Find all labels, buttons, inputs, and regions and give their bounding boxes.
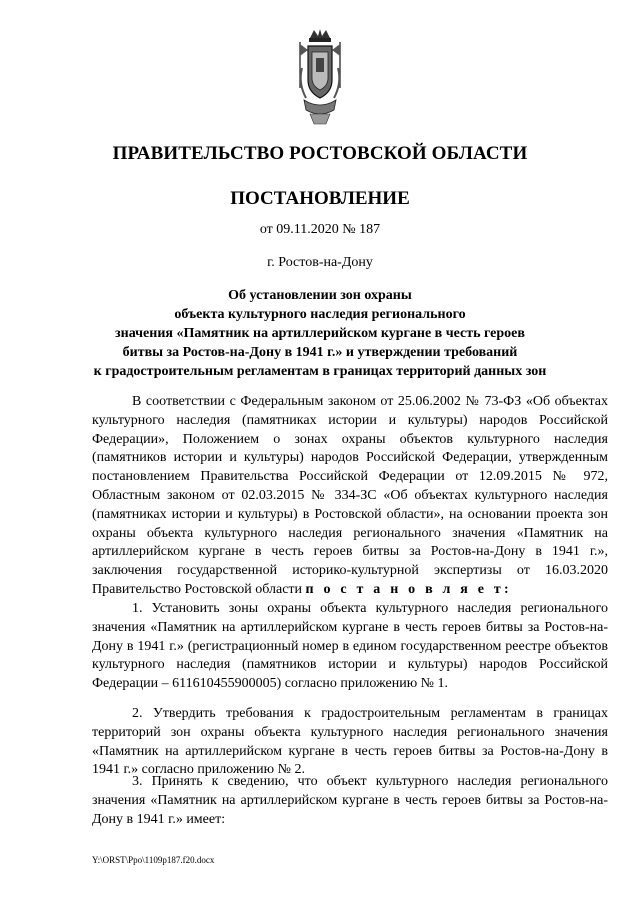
document-city: г. Ростов-на-Дону xyxy=(267,255,373,270)
clause-2: 2. Утвердить требования к градостроительным регламентам в границах территорий зон охраны объекта культурного наследия регионального значения «Памятник на артиллерийском кургане в честь героев битвы за Ростов-на-Дону в 1941 г.» согласно приложению № 2. xyxy=(92,706,608,778)
title-line: значения «Памятник на артиллерийском кургане в честь героев xyxy=(115,326,525,341)
organization-name: ПРАВИТЕЛЬСТВО РОСТОВСКОЙ ОБЛАСТИ xyxy=(112,143,528,164)
coat-of-arms-icon xyxy=(296,28,344,128)
title-line: объекта культурного наследия регионального xyxy=(174,307,466,322)
title-line: к градостроительным регламентам в границах территорий данных зон xyxy=(93,364,547,379)
file-path-footer: Y:\ORST\Ppo\1109p187.f20.docx xyxy=(92,855,215,865)
document-title xyxy=(0,286,640,381)
title-line: Об установлении зон охраны xyxy=(228,288,412,303)
resolves-word: п о с т а н о в л я е т: xyxy=(305,581,512,597)
title-line: битвы за Ростов-на-Дону в 1941 г.» и утверждении требований xyxy=(122,345,518,360)
clause-3: 3. Принять к сведению, что объект культурного наследия регионального значения «Памятник на артиллерийском кургане в честь героев битвы за Ростов-на-Дону в 1941 г.» имеет: xyxy=(92,774,608,827)
document-type: ПОСТАНОВЛЕНИЕ xyxy=(230,188,410,209)
clause-1: 1. Установить зоны охраны объекта культурного наследия регионального значения «Памятник на артиллерийском кургане в честь героев битвы за Ростов-на-Дону в 1941 г.» (регистрационный номер в едином государственном реестре объектов культурного наследия (памятников истории и культуры) народов Российской Федерации – 611610455900005) согласно приложению № 1. xyxy=(92,601,608,692)
preamble-paragraph xyxy=(92,393,608,600)
document-date-number: от 09.11.2020 № 187 xyxy=(259,222,381,237)
preamble-text: В соответствии с Федеральным законом от 25.06.2002 № 73-ФЗ «Об объектах культурного наследия (памятниках истории и культуры) народов Российской Федерации», Положением о зонах охраны объектов культурного наследия (памятников истории и культуры) народов Российской Федерации, утвержденным постановлением Правительства Российской Федерации от 12.09.2015 № 972, Областным законом от 02.03.2015 № 334-ЗС «Об объектах культурного наследия (памятниках истории и культуры) в Ростовской области», на основании проекта зон охраны объекта культурного наследия регионального значения «Памятник на артиллерийском кургане в честь героев битвы за Ростов-на-Дону в 1941 г.», заключения государственной историко-культурной экспертизы от 16.03.2020 Правительство Ростовской области xyxy=(92,394,608,597)
